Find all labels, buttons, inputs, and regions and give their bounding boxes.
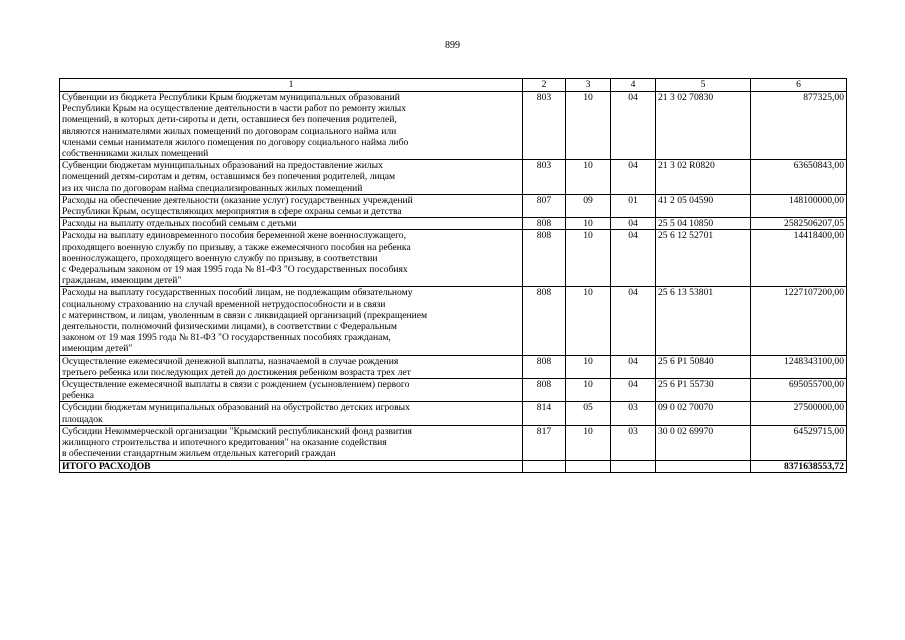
row-amount: 63650843,00	[751, 160, 847, 195]
row-amount: 27500000,00	[751, 402, 847, 425]
description-line: Расходы на выплату единовременного пособия беременной жене военнослужащего,	[62, 230, 406, 242]
description-line: имеющим детей"	[62, 343, 133, 355]
page-number: 899	[445, 40, 460, 51]
description-line: Субсидии бюджетам муниципальных образований на обустройство детских игровых	[62, 402, 410, 414]
description-line: площадок	[62, 413, 103, 425]
row-section-code: 05	[566, 402, 611, 425]
row-target-code: 41 2 05 04590	[656, 194, 751, 217]
row-target-code: 25 6 13 53801	[656, 287, 751, 355]
description-line: Расходы на обеспечение деятельности (оказание услуг) государственных учреждений	[62, 194, 413, 206]
description-line: членами семьи нанимателя жилого помещения по договору социального найма либо	[62, 136, 409, 148]
row-admin-code: 803	[523, 160, 566, 195]
header-col-3: 3	[566, 79, 611, 92]
description-line: Республики Крым на осуществление деятельности в части работ по ремонту жилых	[62, 103, 407, 115]
row-amount: 14418400,00	[751, 230, 847, 287]
row-target-code: 25 5 04 10850	[656, 218, 751, 230]
row-target-code: 25 6 P1 50840	[656, 355, 751, 378]
row-amount: 877325,00	[751, 92, 847, 160]
row-description	[60, 92, 523, 160]
row-subsection-code: 04	[611, 160, 656, 195]
total-empty-cell	[523, 460, 566, 472]
row-subsection-code: 04	[611, 355, 656, 378]
row-description	[60, 379, 523, 402]
table-row	[60, 218, 847, 230]
description-line: ребенка	[62, 390, 94, 402]
row-target-code: 25 6 12 52701	[656, 230, 751, 287]
budget-expenditure-table	[59, 78, 847, 473]
row-description	[60, 402, 523, 425]
row-subsection-code: 01	[611, 194, 656, 217]
description-line: Осуществление ежемесячной выплаты в связи с рождением (усыновлением) первого	[62, 379, 410, 391]
description-line: Субвенции из бюджета Республики Крым бюджетам муниципальных образований	[62, 92, 400, 103]
description-line: являются нанимателями жилых помещений по договорам социального найма или	[62, 125, 397, 137]
description-line: Республики Крым, осуществляющих мероприятия в сфере охраны семьи и детства	[62, 206, 402, 218]
header-col-6: 6	[751, 79, 847, 92]
description-line: гражданам, имеющим детей"	[62, 275, 182, 287]
table-row	[60, 402, 847, 425]
row-amount: 695055700,00	[751, 379, 847, 402]
row-subsection-code: 04	[611, 379, 656, 402]
header-row	[60, 79, 847, 92]
total-row	[60, 460, 847, 472]
table-row	[60, 379, 847, 402]
row-section-code: 10	[566, 160, 611, 195]
row-subsection-code: 03	[611, 402, 656, 425]
total-empty-cell	[566, 460, 611, 472]
table-row	[60, 355, 847, 378]
description-line: помещений, в которых дети-сироты и дети, оставшиеся без попечения родителей,	[62, 114, 397, 126]
description-line: законом от 19 мая 1995 года № 81-ФЗ "О государственных пособиях гражданам,	[62, 332, 391, 344]
table-row	[60, 287, 847, 355]
description-line: военнослужащего, проходящего военную службу по призыву, в соответствии	[62, 252, 378, 264]
row-subsection-code: 04	[611, 287, 656, 355]
description-line: с Федеральным законом от 19 мая 1995 года № 81-ФЗ "О государственных пособиях	[62, 264, 408, 276]
row-subsection-code: 04	[611, 230, 656, 287]
header-col-5: 5	[656, 79, 751, 92]
row-target-code: 21 3 02 R0820	[656, 160, 751, 195]
header-col-4: 4	[611, 79, 656, 92]
table-row	[60, 425, 847, 460]
row-amount: 64529715,00	[751, 425, 847, 460]
row-description	[60, 194, 523, 217]
description-line: Расходы на выплату отдельных пособий семьям с детьми	[62, 218, 297, 230]
row-description	[60, 287, 523, 355]
row-subsection-code: 04	[611, 218, 656, 230]
total-label: ИТОГО РАСХОДОВ	[60, 460, 523, 472]
description-line: третьего ребенка или последующих детей до достижения ребенком возраста трех лет	[62, 366, 411, 378]
row-target-code: 30 0 02 69970	[656, 425, 751, 460]
row-subsection-code: 04	[611, 92, 656, 160]
row-description	[60, 425, 523, 460]
description-line: социальному страхованию на случай временной нетрудоспособности и в связи	[62, 298, 386, 310]
row-subsection-code: 03	[611, 425, 656, 460]
total-empty-cell	[611, 460, 656, 472]
header-col-2: 2	[523, 79, 566, 92]
row-admin-code: 808	[523, 379, 566, 402]
description-line: Субсидии Некоммерческой организации "Крымский республиканский фонд развития	[62, 425, 412, 437]
row-admin-code: 808	[523, 218, 566, 230]
description-line: с материнством, и лицам, уволенным в связи с ликвидацией организаций (прекращением	[62, 309, 428, 321]
header-col-1: 1	[60, 79, 523, 92]
row-section-code: 09	[566, 194, 611, 217]
row-section-code: 10	[566, 92, 611, 160]
total-amount: 8371638553,72	[751, 460, 847, 472]
description-line: Субвенции бюджетам муниципальных образований на предоставление жилых	[62, 160, 383, 172]
description-line: помещений детям-сиротам и детям, оставшимся без попечения родителей, лицам	[62, 171, 396, 183]
table-body	[60, 92, 847, 461]
description-line: жилищного строительства и ипотечного кредитования" на оказание содействия	[62, 437, 387, 449]
row-description	[60, 230, 523, 287]
row-description	[60, 355, 523, 378]
table-row	[60, 230, 847, 287]
row-target-code: 09 0 02 70070	[656, 402, 751, 425]
row-section-code: 10	[566, 218, 611, 230]
row-target-code: 25 6 P1 55730	[656, 379, 751, 402]
row-amount: 2582506207,05	[751, 218, 847, 230]
row-admin-code: 814	[523, 402, 566, 425]
row-amount: 148100000,00	[751, 194, 847, 217]
table-row	[60, 194, 847, 217]
description-line: Осуществление ежемесячной денежной выплаты, назначаемой в случае рождения	[62, 355, 399, 367]
description-line: собственниками жилых помещений	[62, 148, 209, 160]
row-admin-code: 808	[523, 355, 566, 378]
description-line: в обеспечении стандартным жильем отдельных категорий граждан	[62, 448, 336, 460]
description-line: деятельности, полномочий физическими лицами), в соответствии с Федеральным	[62, 321, 397, 333]
row-admin-code: 817	[523, 425, 566, 460]
row-admin-code: 807	[523, 194, 566, 217]
description-line: из их числа по договорам найма специализированных жилых помещений	[62, 182, 363, 194]
table-row	[60, 92, 847, 160]
row-section-code: 10	[566, 230, 611, 287]
row-description	[60, 218, 523, 230]
table-row	[60, 160, 847, 195]
row-amount: 1227107200,00	[751, 287, 847, 355]
row-admin-code: 808	[523, 287, 566, 355]
row-section-code: 10	[566, 287, 611, 355]
description-line: проходящего военную службу по призыву, а также ежемесячного пособия на ребенка	[62, 241, 411, 253]
row-admin-code: 803	[523, 92, 566, 160]
row-section-code: 10	[566, 379, 611, 402]
row-amount: 1248343100,00	[751, 355, 847, 378]
total-empty-cell	[656, 460, 751, 472]
row-description	[60, 160, 523, 195]
row-admin-code: 808	[523, 230, 566, 287]
row-target-code: 21 3 02 70830	[656, 92, 751, 160]
row-section-code: 10	[566, 355, 611, 378]
description-line: Расходы на выплату государственных пособий лицам, не подлежащим обязательному	[62, 287, 413, 299]
row-section-code: 10	[566, 425, 611, 460]
